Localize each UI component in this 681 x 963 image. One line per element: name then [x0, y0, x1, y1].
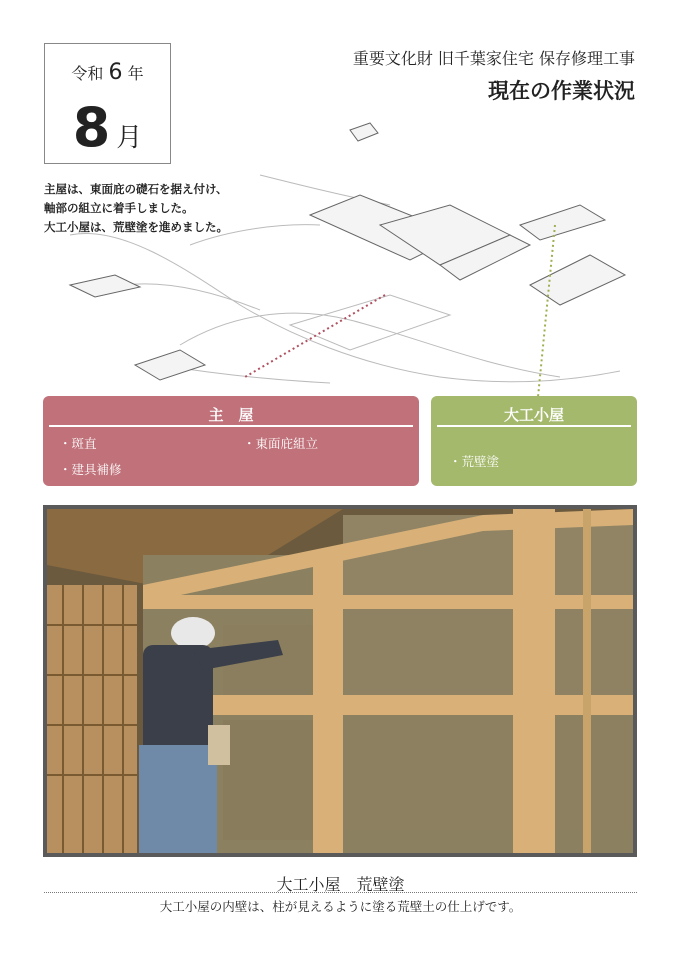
main-house-title: 主 屋: [208, 406, 254, 424]
month-unit: 月: [116, 123, 143, 153]
list-item: ・荒壁塗: [449, 454, 500, 469]
intro-line: 主屋は、東面庇の礎石を据え付け、: [44, 182, 228, 196]
photo-caption-text: 大工小屋の内壁は、柱が見えるように塗る荒壁土の仕上げです。: [159, 899, 522, 914]
site-illustration: [60, 115, 630, 405]
list-item: ・建具補修: [59, 462, 122, 477]
construction-photo: [43, 505, 637, 857]
intro-line: 大工小屋は、荒壁塗を進めました。: [44, 220, 228, 234]
date-year: [45, 60, 170, 85]
main-house-panel: [43, 396, 419, 486]
list-item: ・東面庇組立: [243, 436, 319, 451]
caption-divider: [44, 892, 637, 893]
era-label: 令和: [71, 64, 104, 83]
photo-caption-title: 大工小屋 荒壁塗: [276, 875, 405, 894]
panel-divider: [49, 425, 413, 427]
intro-line: 軸部の組立に着手しました。: [44, 201, 194, 215]
list-item: ・斑直: [59, 436, 97, 451]
page-title: 現在の作業状況: [488, 79, 635, 103]
year-number: 6: [108, 60, 123, 85]
carpenter-shed-title: 大工小屋: [503, 406, 564, 424]
month-number: 8: [72, 96, 111, 159]
header-subtitle: 重要文化財 旧千葉家住宅 保存修理工事: [352, 49, 635, 68]
carpenter-shed-panel: [431, 396, 637, 486]
year-unit: 年: [127, 64, 144, 83]
panel-divider: [437, 425, 631, 427]
